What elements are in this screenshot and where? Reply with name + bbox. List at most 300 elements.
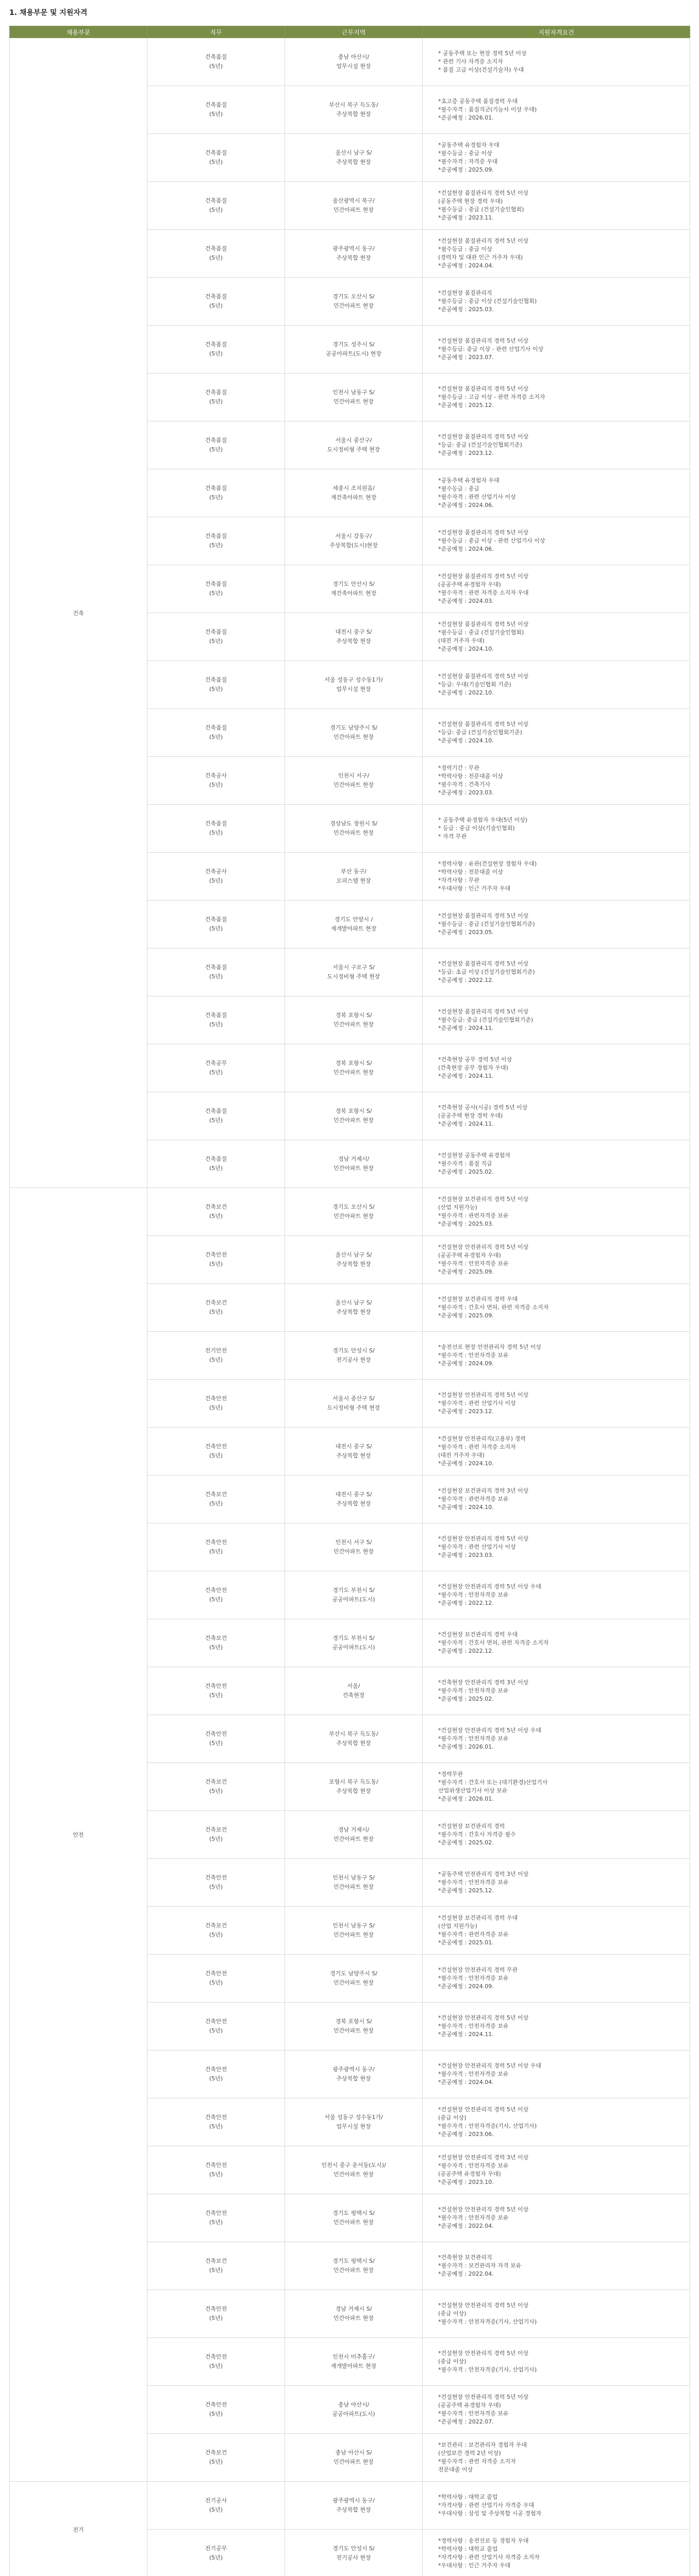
qualifications-cell: [423, 2146, 690, 2194]
qualification-line: *필수자격 : 안전자격증 보유: [438, 2023, 509, 2029]
qualifications-cell: [423, 1619, 690, 1667]
job-line: 건축안전: [205, 1874, 227, 1881]
qualification-line: (산업 지원가능): [438, 1204, 477, 1211]
job-line: 건축안전: [205, 2066, 227, 2073]
location-line: 주상복합 현장: [336, 1452, 371, 1459]
qualification-line: *준공예정 : 2024.09.: [438, 1360, 494, 1367]
job-line: (5년): [209, 1500, 223, 1507]
job-line: (5년): [209, 1261, 223, 1267]
job-cell: [147, 2434, 285, 2482]
location-line: 경기도 안성시 S/: [332, 1347, 375, 1354]
table-header-row: [10, 26, 690, 38]
qualification-line: *필수자격 : 안전자격증 보유: [438, 1352, 509, 1359]
job-line: (5년): [209, 1404, 223, 1411]
location-cell: [285, 996, 423, 1044]
qualification-line: (중급 이상): [438, 2358, 467, 2365]
qualification-line: *건설현장 안전관리직 경력 5년 이상 우대: [438, 1727, 541, 1734]
qualification-line: *필수등급 : 중급 이상 (건설기술인협회): [438, 298, 537, 304]
location-line: 주상복합 현장: [336, 1740, 371, 1747]
qualifications-cell: [423, 1667, 690, 1715]
qualifications-cell: [423, 996, 690, 1044]
qualification-line: *건설현장 품질관리직 경력 5년 이상: [438, 1008, 529, 1015]
qualification-line: *필수자격 : 품질직군(기능사 이상 우대): [438, 106, 537, 113]
table-row: [10, 2482, 690, 2530]
qualification-line: * 등급 : 중급 이상(기술인협회): [438, 825, 515, 832]
qualification-line: (중급 이상): [438, 2114, 467, 2121]
job-line: (5년): [209, 590, 223, 597]
location-cell: [285, 421, 423, 469]
job-cell: [147, 278, 285, 326]
location-cell: [285, 1955, 423, 2003]
qualification-line: *준공예정 : 2023.12.: [438, 1408, 494, 1415]
location-line: 경북 포항시 S/: [335, 1060, 372, 1066]
qualifications-cell: [423, 1571, 690, 1619]
qualification-line: (중급 이상): [438, 2310, 467, 2317]
qualification-line: *준공예정 : 2026.01.: [438, 1795, 494, 1802]
qualification-line: *건설현장 안전관리직 경력 5년 이상 우대: [438, 2062, 541, 2069]
job-cell: [147, 805, 285, 853]
location-line: 민간아파트 현장: [334, 1979, 374, 1986]
qualifications-cell: [423, 2530, 690, 2576]
qualification-line: *건축현장 안전관리직 경력 3년 이상: [438, 1679, 529, 1686]
qualification-line: * 공동주택 또는 현장 경력 5년 이상: [438, 50, 527, 57]
location-line: 광주광역시 동구/: [332, 2066, 375, 2073]
job-line: (5년): [209, 1931, 223, 1938]
job-line: (5년): [209, 973, 223, 980]
qualification-line: *등급: 초급 이상 (건설기술인협회기준): [438, 969, 535, 975]
qualification-line: *우대사항 : 인근 거주자 우대: [438, 2562, 511, 2569]
location-line: 경기도 안산시 S/: [332, 581, 375, 587]
qualification-line: *건설현장 안전관리직 경력 무관: [438, 1967, 518, 1973]
qualifications-cell: [423, 2050, 690, 2098]
job-cell: [147, 2194, 285, 2242]
job-line: 건축보건: [205, 2258, 227, 2264]
qualification-line: *건축현장 공사(시공) 경력 5년 이상: [438, 1104, 528, 1111]
job-line: (5년): [209, 1644, 223, 1651]
qualification-line: *필수자격 : 관련 자격증 소지자: [438, 2458, 516, 2465]
qualifications-cell: [423, 1907, 690, 1955]
location-cell: [285, 2146, 423, 2194]
location-line: 서울 성동구 성수동1가/: [324, 2114, 383, 2121]
location-cell: [285, 326, 423, 374]
location-line: 인천시 남동구 S/: [332, 1874, 375, 1881]
job-cell: [147, 2146, 285, 2194]
qualification-line: *우대사항 : 삼성 및 주상복합 시공 경험자: [438, 2510, 542, 2517]
location-cell: [285, 2194, 423, 2242]
location-line: 부산시 북구 득도동/: [329, 101, 378, 108]
qualification-line: *필수자격 : 관련 자격증 소지자: [438, 1444, 516, 1450]
location-line: 도시정비형 주택 현장: [327, 1404, 380, 1411]
job-cell: [147, 1523, 285, 1571]
location-line: 경기도 성주시 S/: [332, 341, 375, 348]
location-line: 민간아파트 현장: [334, 207, 374, 213]
location-line: 오피스텔 현장: [336, 877, 371, 884]
qualification-line: *준공예정 : 2022.12.: [438, 977, 494, 984]
qualification-line: *필수자격 : 관련자격증 보유: [438, 1496, 509, 1502]
job-line: (5년): [209, 302, 223, 309]
job-line: 건축공무: [205, 1060, 227, 1066]
job-line: (5년): [209, 1596, 223, 1603]
qualification-line: *준공예정 : 2022.04.: [438, 2270, 494, 2277]
qualification-line: *필수자격 : 자격증 우대: [438, 158, 498, 165]
qualification-line: *준공예정 : 2025.12.: [438, 1887, 494, 1894]
qualification-line: *필수자격 : 간호사 또는 (대기환경)산업기사: [438, 1779, 548, 1786]
location-line: 인천시 서구 S/: [335, 1539, 372, 1546]
location-cell: [285, 1859, 423, 1907]
job-line: (5년): [209, 829, 223, 836]
job-line: 건축공사: [205, 772, 227, 779]
location-line: 주상복합 현장: [336, 111, 371, 117]
location-cell: [285, 1380, 423, 1428]
qualification-line: *자격사항 : 무관: [438, 877, 479, 884]
job-line: (5년): [209, 925, 223, 932]
qualification-line: *건설현장 안전관리직 경력 5년 이상: [438, 2394, 529, 2400]
qualification-line: *필수자격 : 관련 산업기사 이상: [438, 494, 516, 500]
qualification-line: *준공예정 : 2025.02.: [438, 1696, 494, 1702]
qualification-line: *준공예정 : 2024.04.: [438, 2079, 494, 2086]
location-line: 충남 아산시 S/: [335, 2449, 372, 2456]
qualification-line: *필수자격 : 관련 자격증 소지자 우대: [438, 589, 529, 596]
location-line: 재개발아파트 현장: [330, 925, 377, 932]
qualification-line: *준공예정 : 2024.04.: [438, 262, 494, 269]
job-cell: [147, 1044, 285, 1092]
location-line: 도시정비형 주택 현장: [327, 446, 380, 453]
job-cell: [147, 709, 285, 757]
job-cell: [147, 1236, 285, 1284]
location-cell: [285, 2290, 423, 2338]
qualifications-cell: [423, 1284, 690, 1332]
qualifications-cell: [423, 1092, 690, 1140]
location-line: 경남 거제시/: [338, 1156, 370, 1162]
job-line: (5년): [209, 2554, 223, 2561]
category-cell: 안전: [10, 1188, 147, 2482]
location-cell: [285, 2530, 423, 2576]
qualification-line: *건설현장 품질관리직 경력 5년 이상: [438, 912, 529, 919]
job-cell: [147, 901, 285, 948]
job-cell: [147, 2242, 285, 2290]
qualifications-cell: [423, 1811, 690, 1859]
location-cell: [285, 1907, 423, 1955]
job-line: 건축품질: [205, 676, 227, 683]
job-cell: [147, 1092, 285, 1140]
table-row: [10, 38, 690, 86]
job-cell: [147, 1428, 285, 1476]
job-cell: [147, 2050, 285, 2098]
location-line: 재건축아파트 현장: [330, 494, 377, 501]
qualifications-cell: [423, 565, 690, 613]
location-line: 경북 포항시 S/: [335, 1012, 372, 1019]
job-line: 건축안전: [205, 2210, 227, 2216]
job-line: 건축품질: [205, 341, 227, 348]
qualification-line: *준공예정 : 2023.12.: [438, 450, 494, 456]
location-line: 민간아파트 현장: [334, 2171, 374, 2178]
qualifications-cell: [423, 805, 690, 853]
job-line: (5년): [209, 1213, 223, 1219]
qualification-line: *필수등급 : 중급 (건설기술인협회): [438, 629, 524, 636]
location-line: 경기도 평택시 S/: [332, 2258, 375, 2264]
location-line: 울산시 남구 S/: [335, 1251, 372, 1258]
location-line: 건축현장: [342, 1692, 365, 1699]
qualification-line: *필수등급: 중급 이상 - 관련 산업기사 이상: [438, 346, 544, 352]
qualification-line: *필수자격 : 간호사 자격증 필수: [438, 1831, 516, 1838]
qualification-line: (공공주택 유경험자 우대): [438, 2402, 501, 2409]
job-cell: [147, 38, 285, 86]
job-line: (5년): [209, 542, 223, 549]
qualification-line: (경력자 및 대관 인근 거주자 우대): [438, 254, 523, 261]
qualification-line: *준공예정 : 2025.02.: [438, 1839, 494, 1846]
qualification-line: *준공예정 : 2023.03.: [438, 1552, 494, 1558]
job-line: (5년): [209, 2411, 223, 2417]
qualification-line: *건설현장 공동주택 유경험자: [438, 1152, 511, 1159]
job-line: 건축품질: [205, 197, 227, 204]
job-line: (5년): [209, 63, 223, 70]
qualification-line: *준공예정 : 2024.06.: [438, 502, 494, 509]
location-line: 경기도 부천시 S/: [332, 1635, 375, 1641]
qualifications-cell: [423, 1523, 690, 1571]
location-line: 재개발아파트 현장: [330, 2363, 377, 2369]
qualification-line: (산업 지원가능): [438, 1923, 477, 1929]
qualification-line: *필수등급: 중급 (건설기술인협회기준): [438, 1016, 534, 1023]
job-line: 건축품질: [205, 389, 227, 396]
location-cell: [285, 278, 423, 326]
qualification-line: *필수자격 : 관련자격증 보유: [438, 1931, 509, 1938]
qualification-line: *필수자격 : 안전자격증 보유: [438, 2162, 509, 2169]
qualification-line: (공공주택 유경험자 우대): [438, 581, 501, 588]
qualification-line: *준공예정 : 2025.03.: [438, 306, 494, 313]
location-line: 경기도 남양주시 S/: [329, 1970, 378, 1977]
recruitment-table: [9, 26, 690, 2576]
job-cell: [147, 326, 285, 374]
job-line: (5년): [209, 877, 223, 884]
qualification-line: *준공예정 : 2024.10.: [438, 737, 494, 744]
location-cell: [285, 1763, 423, 1811]
qualification-line: *경력사항 : 유관(건설현장 경험자 우대): [438, 860, 537, 867]
job-line: 건축공사: [205, 868, 227, 875]
qualification-line: *경력무관: [438, 1771, 463, 1777]
location-cell: [285, 2050, 423, 2098]
location-line: 인천시 남동구 S/: [332, 1922, 375, 1929]
job-line: 건축보건: [205, 1922, 227, 1929]
location-line: 경북 포항시 S/: [335, 2018, 372, 2025]
job-line: (5년): [209, 255, 223, 261]
qualification-line: *필수등급 : 중급: [438, 485, 479, 492]
location-cell: [285, 2242, 423, 2290]
location-line: 부산시 북구 득도동/: [329, 1731, 378, 1737]
section-title-requirements: 1. 채용부문 및 지원자격: [9, 9, 88, 17]
qualifications-cell: [423, 709, 690, 757]
location-line: 인천시 남동구 S/: [332, 389, 375, 396]
location-line: 업무시설 현장: [336, 686, 371, 692]
location-line: 업무시설 현장: [336, 2123, 371, 2130]
qualification-line: *학력사항 : 대학교 졸업: [438, 2494, 498, 2500]
job-line: 건축안전: [205, 1683, 227, 1689]
job-line: 건축품질: [205, 54, 227, 60]
location-line: 서울시 강동구/: [335, 533, 372, 539]
job-line: (5년): [209, 638, 223, 645]
qualification-line: *초고층 공동주택 품질경력 우대: [438, 98, 518, 105]
job-line: 건축안전: [205, 2114, 227, 2121]
qualification-line: *필수자격 : 안전자격증 보유: [438, 2214, 509, 2221]
location-cell: [285, 661, 423, 709]
job-line: 전기공사: [205, 2497, 227, 2504]
location-line: 주상복합 현장: [336, 2506, 371, 2513]
qualification-line: *준공예정 : 2022.04.: [438, 2223, 494, 2229]
qualifications-cell: [423, 1763, 690, 1811]
qualification-line: *건설현장 품질관리직 경력 5년 이상: [438, 385, 529, 392]
qualification-line: *준공예정 : 2022.12.: [438, 1600, 494, 1606]
qualification-line: *학력사항 : 전문대졸 이상: [438, 773, 503, 779]
job-line: (5년): [209, 446, 223, 453]
qualification-line: *건설현장 안전관리직(고용부) 경력: [438, 1435, 526, 1442]
qualifications-cell: [423, 2386, 690, 2434]
header-job: 직무: [147, 26, 285, 38]
qualifications-cell: [423, 2003, 690, 2050]
location-line: 경상남도 창원시 S/: [329, 820, 378, 827]
location-line: 서울시 중산구 S/: [332, 1395, 375, 1402]
category-cell: 건축: [10, 38, 147, 1188]
job-cell: [147, 517, 285, 565]
location-cell: [285, 1428, 423, 1476]
qualifications-cell: [423, 1044, 690, 1092]
location-cell: [285, 1715, 423, 1763]
job-cell: [147, 1571, 285, 1619]
location-cell: [285, 805, 423, 853]
job-line: 건축품질: [205, 820, 227, 827]
location-line: 울산시 남구 S/: [335, 149, 372, 156]
qualification-line: *건설현장 품질관리직 경력 5년 이상: [438, 433, 529, 440]
qualification-line: 전문대졸 이상: [438, 2466, 473, 2473]
header-qualifications: 지원자격요건: [423, 26, 690, 38]
qualification-line: *준공예정 : 2022.12.: [438, 1648, 494, 1654]
qualification-line: * 관련 기사 자격증 소지자: [438, 58, 503, 65]
qualifications-cell: [423, 278, 690, 326]
job-line: (5년): [209, 2363, 223, 2369]
location-line: 민간아파트 현장: [334, 398, 374, 405]
location-line: 울산시 남구 S/: [335, 1299, 372, 1306]
job-line: (5년): [209, 2506, 223, 2513]
location-cell: [285, 1571, 423, 1619]
job-line: (5년): [209, 686, 223, 692]
qualifications-cell: [423, 2434, 690, 2482]
qualifications-cell: [423, 1332, 690, 1380]
location-line: 경기도 평택시 S/: [332, 2210, 375, 2216]
location-line: 민간아파트 현장: [334, 782, 374, 788]
job-cell: [147, 1332, 285, 1380]
location-line: 경기도 안성시 S/: [332, 2545, 375, 2552]
job-line: 건축품질: [205, 533, 227, 539]
qualifications-cell: [423, 374, 690, 421]
job-line: 건축안전: [205, 1251, 227, 1258]
qualifications-cell: [423, 2290, 690, 2338]
job-line: 건축품질: [205, 149, 227, 156]
qualification-line: 산업위생산업기사 이상 보유: [438, 1787, 508, 1794]
qualification-line: *등급: 중급 (건설기술인협회기준): [438, 442, 522, 448]
qualification-line: *필수등급 : 중급 이상: [438, 246, 492, 252]
job-line: (5년): [209, 734, 223, 740]
location-line: 충남 아산시/: [338, 2401, 370, 2408]
job-cell: [147, 2338, 285, 2386]
qualifications-cell: [423, 2242, 690, 2290]
location-cell: [285, 182, 423, 230]
job-line: 건축품질: [205, 245, 227, 252]
qualifications-cell: [423, 1715, 690, 1763]
qualification-line: *건설현장 품질관리직 경력 5년 이상: [438, 721, 529, 727]
location-cell: [285, 86, 423, 134]
qualification-line: *준공예정 : 2025.02.: [438, 1168, 494, 1175]
qualifications-cell: [423, 2098, 690, 2146]
qualifications-cell: [423, 1859, 690, 1907]
location-cell: [285, 134, 423, 182]
qualification-line: *건축현장 보건관리직: [438, 2254, 492, 2261]
location-line: 민간아파트 현장: [334, 2315, 374, 2321]
qualification-line: *필수자격 : 간호사 면허, 관련 자격증 소지자: [438, 1304, 549, 1311]
job-cell: [147, 1907, 285, 1955]
qualification-line: *준공예정 : 2024.11.: [438, 1073, 494, 1079]
qualification-line: (공동주택 현장 경력 우대): [438, 198, 503, 205]
qualification-line: *필수자격 : 안전자격증 보유: [438, 1687, 509, 1694]
qualification-line: *필수등급 : 중급 이상 - 관련 산업기사 이상: [438, 537, 545, 544]
location-line: 민간아파트 현장: [334, 1884, 374, 1890]
qualification-line: *건설현장 품질관리직 경력 5년 이상: [438, 960, 529, 967]
location-cell: [285, 1044, 423, 1092]
location-cell: [285, 1667, 423, 1715]
location-cell: [285, 1811, 423, 1859]
qualification-line: *건설현장 품질관리직 경력 5년 이상: [438, 673, 529, 680]
location-line: 민간아파트 현장: [334, 1165, 374, 1172]
qualification-line: *필수자격 : 품질 직급: [438, 1160, 492, 1167]
qualification-line: *필수자격 : 간호사 면허, 관련 자격증 소지자: [438, 1639, 549, 1646]
qualifications-cell: [423, 421, 690, 469]
job-line: 건축품질: [205, 629, 227, 635]
qualification-line: *준공예정 : 2024.09.: [438, 1983, 494, 1990]
qualification-line: *학력사항 : 대학교 졸업: [438, 2546, 498, 2552]
job-cell: [147, 613, 285, 661]
job-line: (5년): [209, 1836, 223, 1842]
job-line: (5년): [209, 1979, 223, 1986]
qualification-line: *준공예정 : 2023.03.: [438, 789, 494, 796]
qualification-line: *준공예정 : 2024.11.: [438, 1121, 494, 1127]
location-line: 민간아파트 현장: [334, 1021, 374, 1028]
job-cell: [147, 2386, 285, 2434]
qualification-line: *필수자격 : 안전자격증(기사, 산업기사): [438, 2366, 537, 2373]
job-line: 건축품질: [205, 724, 227, 731]
qualification-line: (공공주택 유경험자 우대): [438, 1252, 501, 1259]
job-cell: [147, 661, 285, 709]
job-line: 건축보건: [205, 2449, 227, 2456]
qualification-line: *등급: 우대(기술인협회 기준): [438, 681, 511, 688]
job-cell: [147, 2003, 285, 2050]
qualifications-cell: [423, 326, 690, 374]
qualification-line: *건설현장 보건관리직 경력 우대: [438, 1914, 518, 1921]
job-line: (5년): [209, 398, 223, 405]
qualification-line: *준공예정 : 2025.12.: [438, 402, 494, 409]
location-line: 주상복합 현장: [336, 255, 371, 261]
qualification-line: *준공예정 : 2025.09.: [438, 166, 494, 173]
location-line: 민간아파트 현장: [334, 2027, 374, 2034]
location-line: 대전시 중구 S/: [335, 629, 372, 635]
qualification-line: *준공예정 : 2025.01.: [438, 1939, 494, 1946]
job-line: (5년): [209, 1692, 223, 1699]
qualification-line: *자격사항 : 관련 산업기사 자격증 소지자: [438, 2554, 540, 2561]
location-line: 공공아파트(도시): [332, 2411, 375, 2417]
location-line: 광주광역시 동구/: [332, 2497, 375, 2504]
location-line: 경남 거제시/: [338, 1826, 370, 1833]
job-line: 건축보건: [205, 1299, 227, 1306]
qualification-line: *준공예정 : 2024.11.: [438, 2031, 494, 2038]
qualification-line: *건설현장 안전관리직 경력 5년 이상: [438, 2350, 529, 2357]
qualification-line: *필수등급 : 중급 (건설기술인협회기준): [438, 921, 535, 927]
job-line: 건축안전: [205, 1395, 227, 1402]
